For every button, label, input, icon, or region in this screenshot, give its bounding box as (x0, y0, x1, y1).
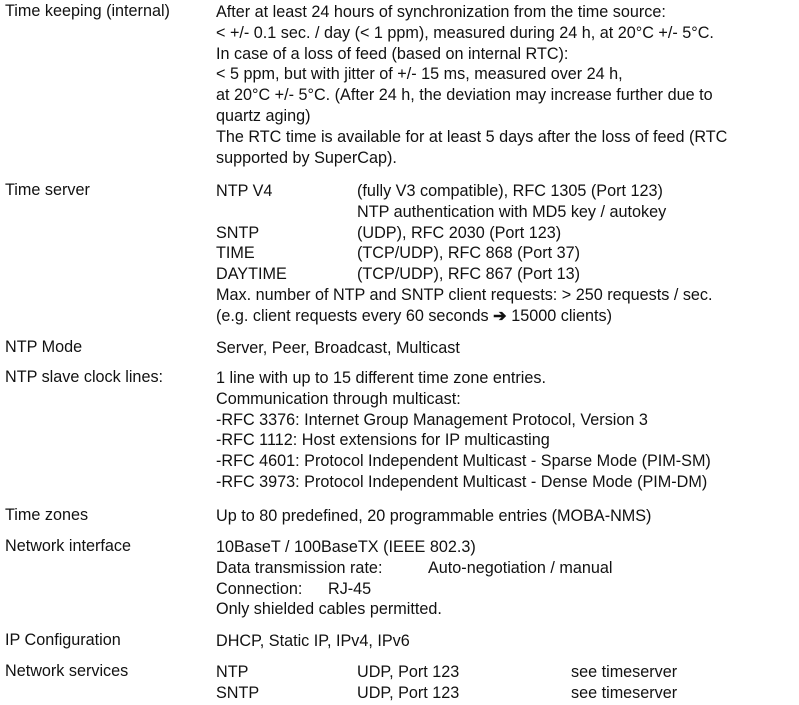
text-line: -RFC 1112: Host extensions for IP multicasting (216, 431, 550, 450)
text-line: The RTC time is available for at least 5 days after the loss of feed (RTC (216, 127, 728, 146)
max-requests: Max. number of NTP and SNTP client requests: > 250 requests / sec. (216, 285, 713, 304)
text-line: -RFC 3973: Protocol Independent Multicast - Dense Mode (PIM-DM) (216, 472, 708, 491)
protocol-name: TIME (216, 244, 255, 263)
spec-label: NTP slave clock lines: (5, 368, 164, 386)
spec-label: Time keeping (internal) (5, 2, 170, 20)
service-name: SNTP (216, 683, 260, 702)
service-name: NTP (216, 663, 249, 681)
service-transport: UDP, Port 123 (357, 683, 460, 702)
spec-value (216, 338, 460, 359)
example-text: 15000 clients) (506, 306, 613, 325)
protocol-name: NTP V4 (216, 182, 273, 200)
service-row (216, 683, 796, 704)
text-line: DHCP, Static IP, IPv4, IPv6 (216, 632, 410, 650)
text-line: Server, Peer, Broadcast, Multicast (216, 339, 460, 357)
text-line: supported by SuperCap). (216, 148, 397, 167)
text-line: After at least 24 hours of synchronization from the time source: (216, 3, 666, 21)
service-note: see timeserver (571, 683, 678, 702)
text-line: -RFC 3376: Internet Group Management Protocol, Version 3 (216, 410, 648, 429)
text-line: < 5 ppm, but with jitter of +/- 15 ms, measured over 24 h, (216, 65, 623, 84)
rate-value: Auto-negotiation / manual (428, 558, 613, 577)
service-note: see timeserver (571, 663, 678, 681)
text-line: < +/- 0.1 sec. / day (< 1 ppm), measured during 24 h, at 20°C +/- 5°C. (216, 23, 714, 42)
spec-value (216, 506, 651, 527)
protocol-row (216, 181, 796, 202)
spec-label: IP Configuration (5, 631, 121, 649)
spec-label: NTP Mode (5, 338, 83, 356)
protocol-detail: (fully V3 compatible), RFC 1305 (Port 123) (357, 182, 663, 200)
protocol-detail: (TCP/UDP), RFC 867 (Port 13) (357, 265, 581, 284)
connection-value: RJ-45 (328, 579, 372, 598)
service-transport: UDP, Port 123 (357, 663, 460, 681)
text-line: Only shielded cables permitted. (216, 600, 442, 619)
spec-value (216, 181, 796, 327)
example-text: (e.g. client requests every 60 seconds (216, 306, 494, 325)
protocol-detail: NTP authentication with MD5 key / autokey (357, 202, 667, 221)
protocol-name: SNTP (216, 223, 260, 242)
spec-label: Network interface (5, 537, 131, 555)
protocol-row (216, 202, 796, 223)
spec-value (216, 631, 410, 652)
protocol-detail: (UDP), RFC 2030 (Port 123) (357, 223, 562, 242)
protocol-row (216, 243, 796, 264)
connection-row (216, 579, 776, 600)
client-example (216, 306, 796, 327)
spec-value (216, 537, 776, 620)
text-line: Up to 80 predefined, 20 programmable entries (MOBA-NMS) (216, 507, 652, 525)
spec-label: Time zones (5, 506, 89, 524)
protocol-name: DAYTIME (216, 265, 287, 284)
spec-label: Network services (5, 662, 129, 680)
text-line: In case of a loss of feed (based on internal RTC): (216, 44, 569, 63)
protocol-row (216, 223, 796, 244)
text-line: 1 line with up to 15 different time zone entries. (216, 369, 546, 387)
service-row (216, 662, 796, 683)
spec-label: Time server (5, 181, 90, 199)
protocol-detail: (TCP/UDP), RFC 868 (Port 37) (357, 244, 581, 263)
arrow-right-icon: ➔ (493, 306, 507, 325)
spec-value (216, 368, 711, 493)
text-line: quartz aging) (216, 106, 311, 125)
spec-value (216, 2, 727, 168)
text-line: at 20°C +/- 5°C. (After 24 h, the deviation may increase further due to (216, 86, 713, 105)
connection-label: Connection: (216, 579, 303, 598)
text-line: Communication through multicast: (216, 389, 461, 408)
spec-value (216, 662, 796, 704)
protocol-row (216, 264, 796, 285)
text-line: 10BaseT / 100BaseTX (IEEE 802.3) (216, 538, 476, 556)
rate-label: Data transmission rate: (216, 558, 383, 577)
rate-row (216, 558, 776, 579)
text-line: -RFC 4601: Protocol Independent Multicast - Sparse Mode (PIM-SM) (216, 452, 711, 471)
